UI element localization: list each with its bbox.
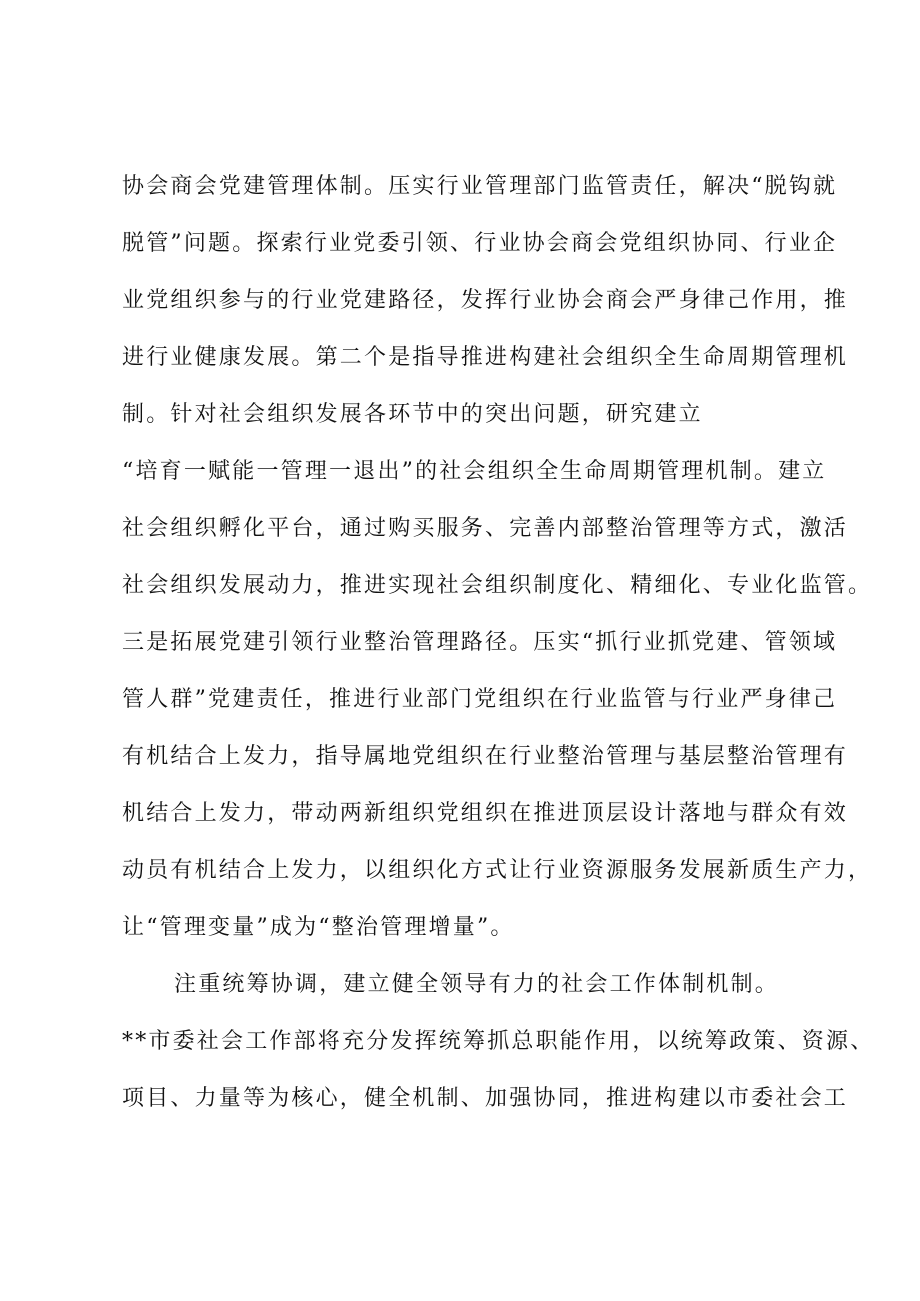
text-line: 进行业健康发展。第二个是指导推进构建社会组织全生命周期管理机 [122, 345, 849, 370]
text-line: 社会组织发展动力，推进实现社会组织制度化、精细化、专业化监管。 [122, 573, 873, 598]
text-line: 三是拓展党建引领行业整治管理路径。压实“抓行业抓党建、管领域 [122, 630, 838, 655]
text-line: 机结合上发力，带动两新组织党组织在推进顶层设计落地与群众有效 [122, 801, 849, 826]
text-line: 动员有机结合上发力，以组织化方式让行业资源服务发展新质生产力， [122, 858, 873, 883]
text-line: 业党组织参与的行业党建路径，发挥行业协会商会严身律己作用，推 [122, 288, 849, 313]
text-line: “培育一赋能一管理一退出”的社会组织全生命周期管理机制。建立 [122, 459, 827, 484]
text-line: 有机结合上发力，指导属地党组织在行业整治管理与基层整治管理有 [122, 744, 849, 769]
text-line: 让“管理变量”成为“整治管理增量”。 [122, 915, 515, 940]
paragraph-first-line: 注重统筹协调，建立健全领导有力的社会工作体制机制。 [174, 972, 780, 997]
text-line: 制。针对社会组织发展各环节中的突出问题，研究建立 [122, 402, 703, 427]
text-line: 社会组织孵化平台，通过购买服务、完善内部整治管理等方式，激活 [122, 516, 849, 541]
text-line: 协会商会党建管理体制。压实行业管理部门监管责任，解决“脱钩就 [122, 174, 838, 199]
text-line: 脱管”问题。探索行业党委引领、行业协会商会党组织协同、行业企 [122, 231, 838, 256]
text-line: 项目、力量等为核心，健全机制、加强协同，推进构建以市委社会工 [122, 1086, 849, 1111]
text-line: 管人群”党建责任，推进行业部门党组织在行业监管与行业严身律己 [122, 687, 838, 712]
text-line: **市委社会工作部将充分发挥统筹抓总职能作用，以统筹政策、资源、 [122, 1029, 875, 1054]
